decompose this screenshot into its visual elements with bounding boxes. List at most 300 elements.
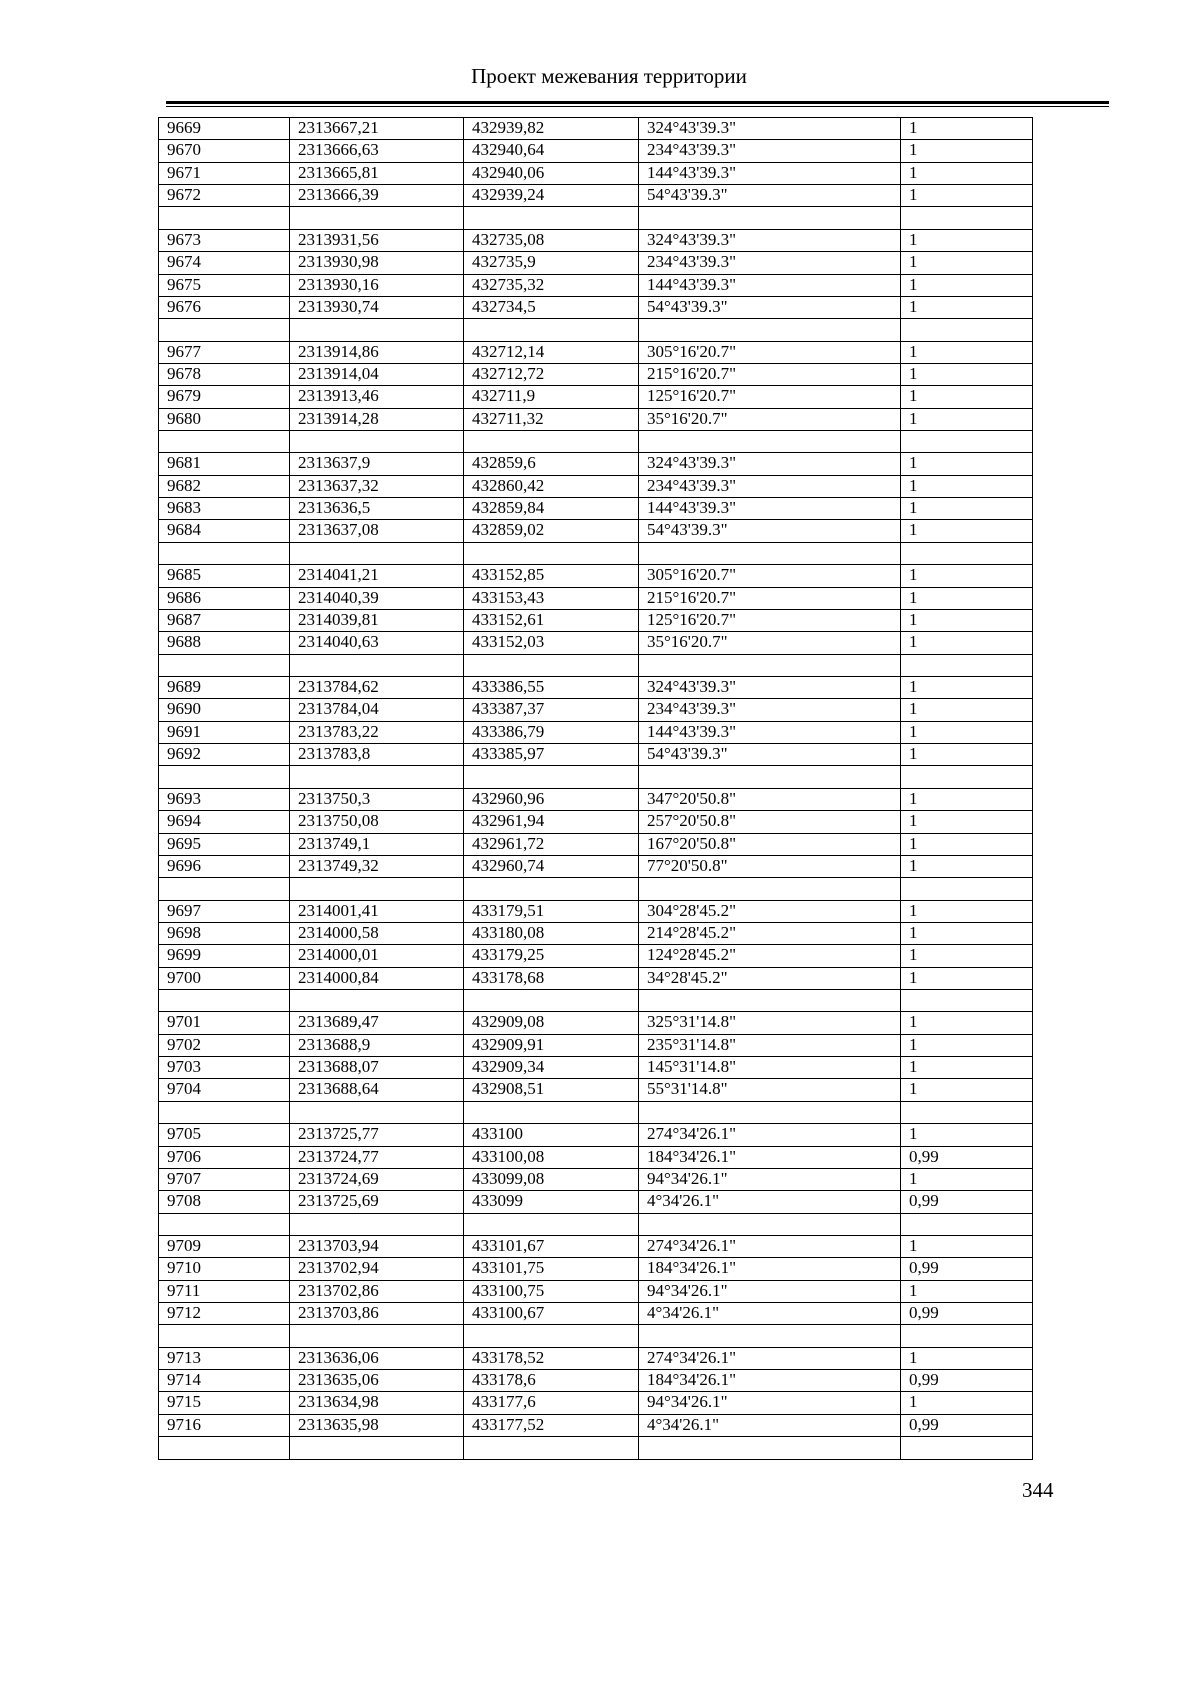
- bearing-cell: [639, 1213, 901, 1235]
- y-coordinate-cell: 433178,52: [464, 1347, 639, 1369]
- y-coordinate-cell: 432939,82: [464, 118, 639, 140]
- bearing-cell: 4°34'26.1": [639, 1191, 901, 1213]
- table-row: [159, 498, 1033, 520]
- table-row: [159, 140, 1033, 162]
- distance-cell: [901, 878, 1033, 900]
- x-coordinate-cell: [290, 654, 464, 676]
- separator-row: [159, 1213, 1033, 1235]
- header-rule-thick: [166, 101, 1109, 104]
- bearing-cell: 55°31'14.8": [639, 1079, 901, 1101]
- table-row: [159, 632, 1033, 654]
- point-number-cell: 9697: [159, 900, 290, 922]
- point-number-cell: 9713: [159, 1347, 290, 1369]
- x-coordinate-cell: 2313665,81: [290, 162, 464, 184]
- separator-row: [159, 1101, 1033, 1123]
- page-header-title: Проект межевания территории: [471, 64, 747, 88]
- y-coordinate-cell: 433180,08: [464, 922, 639, 944]
- coordinates-table-body: [159, 118, 1033, 1460]
- y-coordinate-cell: 433152,03: [464, 632, 639, 654]
- point-number-cell: 9714: [159, 1370, 290, 1392]
- distance-cell: 0,99: [901, 1191, 1033, 1213]
- point-number-cell: 9702: [159, 1034, 290, 1056]
- point-number-cell: [159, 431, 290, 453]
- y-coordinate-cell: 433100,75: [464, 1280, 639, 1302]
- point-number-cell: 9692: [159, 744, 290, 766]
- point-number-cell: [159, 1213, 290, 1235]
- distance-cell: [901, 1437, 1033, 1459]
- point-number-cell: 9682: [159, 475, 290, 497]
- y-coordinate-cell: 432909,91: [464, 1034, 639, 1056]
- table-row: [159, 162, 1033, 184]
- x-coordinate-cell: 2313914,04: [290, 363, 464, 385]
- y-coordinate-cell: [464, 1437, 639, 1459]
- x-coordinate-cell: 2313913,46: [290, 386, 464, 408]
- table-row: [159, 185, 1033, 207]
- table-row: [159, 363, 1033, 385]
- point-number-cell: 9712: [159, 1303, 290, 1325]
- bearing-cell: 234°43'39.3": [639, 252, 901, 274]
- distance-cell: 1: [901, 788, 1033, 810]
- bearing-cell: [639, 542, 901, 564]
- header-rule-thin: [166, 106, 1109, 107]
- table-row: [159, 274, 1033, 296]
- distance-cell: 1: [901, 1124, 1033, 1146]
- x-coordinate-cell: 2313724,69: [290, 1168, 464, 1190]
- point-number-cell: 9691: [159, 721, 290, 743]
- x-coordinate-cell: [290, 1101, 464, 1123]
- bearing-cell: 4°34'26.1": [639, 1414, 901, 1436]
- point-number-cell: 9685: [159, 565, 290, 587]
- table-row: [159, 341, 1033, 363]
- y-coordinate-cell: [464, 766, 639, 788]
- table-row: [159, 587, 1033, 609]
- x-coordinate-cell: [290, 431, 464, 453]
- page-number: 344: [1022, 1478, 1054, 1502]
- separator-row: [159, 542, 1033, 564]
- distance-cell: [901, 1101, 1033, 1123]
- y-coordinate-cell: 432940,64: [464, 140, 639, 162]
- x-coordinate-cell: 2313636,06: [290, 1347, 464, 1369]
- y-coordinate-cell: [464, 319, 639, 341]
- x-coordinate-cell: 2313636,5: [290, 498, 464, 520]
- point-number-cell: 9704: [159, 1079, 290, 1101]
- x-coordinate-cell: 2313635,06: [290, 1370, 464, 1392]
- distance-cell: 1: [901, 632, 1033, 654]
- point-number-cell: 9672: [159, 185, 290, 207]
- x-coordinate-cell: 2314041,21: [290, 565, 464, 587]
- x-coordinate-cell: 2314000,58: [290, 922, 464, 944]
- bearing-cell: 145°31'14.8": [639, 1057, 901, 1079]
- distance-cell: 1: [901, 609, 1033, 631]
- y-coordinate-cell: 432961,72: [464, 833, 639, 855]
- y-coordinate-cell: 433100,08: [464, 1146, 639, 1168]
- bearing-cell: 144°43'39.3": [639, 274, 901, 296]
- distance-cell: 1: [901, 229, 1033, 251]
- x-coordinate-cell: 2313784,04: [290, 699, 464, 721]
- point-number-cell: 9686: [159, 587, 290, 609]
- distance-cell: 1: [901, 498, 1033, 520]
- y-coordinate-cell: [464, 878, 639, 900]
- y-coordinate-cell: 433386,79: [464, 721, 639, 743]
- point-number-cell: 9689: [159, 676, 290, 698]
- table-row: [159, 475, 1033, 497]
- point-number-cell: [159, 542, 290, 564]
- y-coordinate-cell: 432908,51: [464, 1079, 639, 1101]
- bearing-cell: [639, 1437, 901, 1459]
- point-number-cell: 9669: [159, 118, 290, 140]
- point-number-cell: 9701: [159, 1012, 290, 1034]
- x-coordinate-cell: 2313749,1: [290, 833, 464, 855]
- table-row: [159, 699, 1033, 721]
- distance-cell: 1: [901, 520, 1033, 542]
- distance-cell: 1: [901, 408, 1033, 430]
- separator-row: [159, 654, 1033, 676]
- distance-cell: 1: [901, 252, 1033, 274]
- x-coordinate-cell: 2313634,98: [290, 1392, 464, 1414]
- distance-cell: 1: [901, 1034, 1033, 1056]
- x-coordinate-cell: [290, 1325, 464, 1347]
- bearing-cell: 94°34'26.1": [639, 1392, 901, 1414]
- separator-row: [159, 766, 1033, 788]
- point-number-cell: 9693: [159, 788, 290, 810]
- point-number-cell: 9673: [159, 229, 290, 251]
- point-number-cell: 9677: [159, 341, 290, 363]
- x-coordinate-cell: 2313637,9: [290, 453, 464, 475]
- table-row: [159, 945, 1033, 967]
- y-coordinate-cell: 433100,67: [464, 1303, 639, 1325]
- y-coordinate-cell: 433178,68: [464, 967, 639, 989]
- distance-cell: 0,99: [901, 1146, 1033, 1168]
- x-coordinate-cell: [290, 1437, 464, 1459]
- distance-cell: 0,99: [901, 1370, 1033, 1392]
- table-row: [159, 520, 1033, 542]
- distance-cell: 1: [901, 386, 1033, 408]
- point-number-cell: 9674: [159, 252, 290, 274]
- point-number-cell: 9700: [159, 967, 290, 989]
- point-number-cell: 9716: [159, 1414, 290, 1436]
- bearing-cell: 234°43'39.3": [639, 475, 901, 497]
- x-coordinate-cell: 2313703,86: [290, 1303, 464, 1325]
- y-coordinate-cell: 432734,5: [464, 296, 639, 318]
- distance-cell: 1: [901, 453, 1033, 475]
- y-coordinate-cell: 433385,97: [464, 744, 639, 766]
- bearing-cell: 125°16'20.7": [639, 609, 901, 631]
- distance-cell: 1: [901, 296, 1033, 318]
- y-coordinate-cell: [464, 431, 639, 453]
- point-number-cell: 9690: [159, 699, 290, 721]
- table-row: [159, 744, 1033, 766]
- x-coordinate-cell: 2313637,08: [290, 520, 464, 542]
- point-number-cell: [159, 207, 290, 229]
- bearing-cell: 214°28'45.2": [639, 922, 901, 944]
- y-coordinate-cell: [464, 1325, 639, 1347]
- y-coordinate-cell: 433179,25: [464, 945, 639, 967]
- bearing-cell: [639, 878, 901, 900]
- x-coordinate-cell: 2313637,32: [290, 475, 464, 497]
- table-row: [159, 1280, 1033, 1302]
- separator-row: [159, 207, 1033, 229]
- x-coordinate-cell: 2314040,39: [290, 587, 464, 609]
- bearing-cell: 184°34'26.1": [639, 1258, 901, 1280]
- point-number-cell: 9679: [159, 386, 290, 408]
- table-row: [159, 1124, 1033, 1146]
- bearing-cell: 324°43'39.3": [639, 676, 901, 698]
- distance-cell: 1: [901, 833, 1033, 855]
- distance-cell: 1: [901, 118, 1033, 140]
- table-row: [159, 386, 1033, 408]
- point-number-cell: 9698: [159, 922, 290, 944]
- point-number-cell: 9703: [159, 1057, 290, 1079]
- y-coordinate-cell: [464, 1101, 639, 1123]
- point-number-cell: [159, 1325, 290, 1347]
- table-row: [159, 229, 1033, 251]
- bearing-cell: 305°16'20.7": [639, 341, 901, 363]
- separator-row: [159, 878, 1033, 900]
- distance-cell: [901, 766, 1033, 788]
- bearing-cell: 167°20'50.8": [639, 833, 901, 855]
- table-row: [159, 922, 1033, 944]
- point-number-cell: 9675: [159, 274, 290, 296]
- y-coordinate-cell: 433152,85: [464, 565, 639, 587]
- y-coordinate-cell: 433387,37: [464, 699, 639, 721]
- distance-cell: 1: [901, 676, 1033, 698]
- table-row: [159, 811, 1033, 833]
- distance-cell: 1: [901, 699, 1033, 721]
- y-coordinate-cell: 432860,42: [464, 475, 639, 497]
- point-number-cell: 9696: [159, 855, 290, 877]
- y-coordinate-cell: 432735,9: [464, 252, 639, 274]
- distance-cell: 1: [901, 162, 1033, 184]
- y-coordinate-cell: 432711,32: [464, 408, 639, 430]
- point-number-cell: 9710: [159, 1258, 290, 1280]
- table-row: [159, 1168, 1033, 1190]
- bearing-cell: 274°34'26.1": [639, 1347, 901, 1369]
- y-coordinate-cell: 432712,14: [464, 341, 639, 363]
- y-coordinate-cell: 432909,34: [464, 1057, 639, 1079]
- y-coordinate-cell: [464, 654, 639, 676]
- x-coordinate-cell: 2313750,08: [290, 811, 464, 833]
- y-coordinate-cell: 433100: [464, 1124, 639, 1146]
- bearing-cell: 215°16'20.7": [639, 363, 901, 385]
- point-number-cell: 9708: [159, 1191, 290, 1213]
- separator-row: [159, 431, 1033, 453]
- x-coordinate-cell: [290, 766, 464, 788]
- table-row: [159, 967, 1033, 989]
- distance-cell: 1: [901, 721, 1033, 743]
- y-coordinate-cell: 432940,06: [464, 162, 639, 184]
- bearing-cell: 54°43'39.3": [639, 744, 901, 766]
- x-coordinate-cell: 2313702,94: [290, 1258, 464, 1280]
- table-row: [159, 118, 1033, 140]
- x-coordinate-cell: [290, 319, 464, 341]
- distance-cell: 1: [901, 1347, 1033, 1369]
- y-coordinate-cell: 432712,72: [464, 363, 639, 385]
- point-number-cell: 9711: [159, 1280, 290, 1302]
- bearing-cell: 324°43'39.3": [639, 453, 901, 475]
- bearing-cell: 324°43'39.3": [639, 118, 901, 140]
- distance-cell: 1: [901, 811, 1033, 833]
- table-row: [159, 1258, 1033, 1280]
- x-coordinate-cell: 2313688,07: [290, 1057, 464, 1079]
- point-number-cell: [159, 766, 290, 788]
- distance-cell: 1: [901, 185, 1033, 207]
- distance-cell: 1: [901, 363, 1033, 385]
- y-coordinate-cell: 432939,24: [464, 185, 639, 207]
- point-number-cell: [159, 1437, 290, 1459]
- x-coordinate-cell: 2313931,56: [290, 229, 464, 251]
- y-coordinate-cell: 433153,43: [464, 587, 639, 609]
- bearing-cell: [639, 319, 901, 341]
- point-number-cell: [159, 878, 290, 900]
- table-row: [159, 1392, 1033, 1414]
- x-coordinate-cell: 2313702,86: [290, 1280, 464, 1302]
- point-number-cell: 9670: [159, 140, 290, 162]
- x-coordinate-cell: 2313914,86: [290, 341, 464, 363]
- point-number-cell: 9671: [159, 162, 290, 184]
- x-coordinate-cell: 2313914,28: [290, 408, 464, 430]
- bearing-cell: 77°20'50.8": [639, 855, 901, 877]
- x-coordinate-cell: 2313666,39: [290, 185, 464, 207]
- bearing-cell: 94°34'26.1": [639, 1280, 901, 1302]
- bearing-cell: 125°16'20.7": [639, 386, 901, 408]
- y-coordinate-cell: 432735,32: [464, 274, 639, 296]
- x-coordinate-cell: 2314000,84: [290, 967, 464, 989]
- x-coordinate-cell: 2313688,9: [290, 1034, 464, 1056]
- bearing-cell: 215°16'20.7": [639, 587, 901, 609]
- table-row: [159, 855, 1033, 877]
- table-row: [159, 1414, 1033, 1436]
- bearing-cell: 54°43'39.3": [639, 185, 901, 207]
- point-number-cell: 9681: [159, 453, 290, 475]
- x-coordinate-cell: 2313930,74: [290, 296, 464, 318]
- table-row: [159, 676, 1033, 698]
- distance-cell: 1: [901, 744, 1033, 766]
- bearing-cell: 274°34'26.1": [639, 1235, 901, 1257]
- y-coordinate-cell: [464, 1213, 639, 1235]
- x-coordinate-cell: 2314039,81: [290, 609, 464, 631]
- distance-cell: 1: [901, 1057, 1033, 1079]
- x-coordinate-cell: 2313784,62: [290, 676, 464, 698]
- table-row: [159, 1303, 1033, 1325]
- distance-cell: 1: [901, 587, 1033, 609]
- x-coordinate-cell: 2314000,01: [290, 945, 464, 967]
- bearing-cell: 144°43'39.3": [639, 498, 901, 520]
- point-number-cell: 9683: [159, 498, 290, 520]
- table-row: [159, 609, 1033, 631]
- bearing-cell: 54°43'39.3": [639, 520, 901, 542]
- x-coordinate-cell: 2313724,77: [290, 1146, 464, 1168]
- y-coordinate-cell: 433386,55: [464, 676, 639, 698]
- x-coordinate-cell: 2313666,63: [290, 140, 464, 162]
- table-row: [159, 1146, 1033, 1168]
- y-coordinate-cell: 432859,84: [464, 498, 639, 520]
- point-number-cell: 9705: [159, 1124, 290, 1146]
- table-row: [159, 1191, 1033, 1213]
- y-coordinate-cell: 433179,51: [464, 900, 639, 922]
- bearing-cell: 34°28'45.2": [639, 967, 901, 989]
- table-row: [159, 1057, 1033, 1079]
- bearing-cell: 274°34'26.1": [639, 1124, 901, 1146]
- bearing-cell: 184°34'26.1": [639, 1370, 901, 1392]
- table-row: [159, 900, 1033, 922]
- point-number-cell: [159, 654, 290, 676]
- distance-cell: 1: [901, 922, 1033, 944]
- x-coordinate-cell: 2313688,64: [290, 1079, 464, 1101]
- x-coordinate-cell: 2313930,98: [290, 252, 464, 274]
- y-coordinate-cell: 432859,02: [464, 520, 639, 542]
- bearing-cell: 35°16'20.7": [639, 408, 901, 430]
- bearing-cell: 234°43'39.3": [639, 699, 901, 721]
- point-number-cell: 9688: [159, 632, 290, 654]
- y-coordinate-cell: 432711,9: [464, 386, 639, 408]
- x-coordinate-cell: 2314001,41: [290, 900, 464, 922]
- x-coordinate-cell: 2313667,21: [290, 118, 464, 140]
- distance-cell: 0,99: [901, 1258, 1033, 1280]
- bearing-cell: 4°34'26.1": [639, 1303, 901, 1325]
- x-coordinate-cell: [290, 878, 464, 900]
- distance-cell: [901, 1325, 1033, 1347]
- distance-cell: [901, 319, 1033, 341]
- distance-cell: 0,99: [901, 1414, 1033, 1436]
- distance-cell: [901, 1213, 1033, 1235]
- y-coordinate-cell: 433099,08: [464, 1168, 639, 1190]
- distance-cell: 0,99: [901, 1303, 1033, 1325]
- bearing-cell: [639, 654, 901, 676]
- y-coordinate-cell: 432961,94: [464, 811, 639, 833]
- bearing-cell: 305°16'20.7": [639, 565, 901, 587]
- x-coordinate-cell: [290, 542, 464, 564]
- point-number-cell: 9684: [159, 520, 290, 542]
- bearing-cell: 235°31'14.8": [639, 1034, 901, 1056]
- distance-cell: 1: [901, 1280, 1033, 1302]
- distance-cell: 1: [901, 341, 1033, 363]
- x-coordinate-cell: 2313689,47: [290, 1012, 464, 1034]
- x-coordinate-cell: 2313749,32: [290, 855, 464, 877]
- bearing-cell: [639, 1325, 901, 1347]
- point-number-cell: 9707: [159, 1168, 290, 1190]
- y-coordinate-cell: 433177,6: [464, 1392, 639, 1414]
- bearing-cell: [639, 990, 901, 1012]
- y-coordinate-cell: [464, 990, 639, 1012]
- y-coordinate-cell: 433178,6: [464, 1370, 639, 1392]
- table-row: [159, 721, 1033, 743]
- distance-cell: 1: [901, 475, 1033, 497]
- point-number-cell: 9678: [159, 363, 290, 385]
- x-coordinate-cell: 2314040,63: [290, 632, 464, 654]
- x-coordinate-cell: [290, 1213, 464, 1235]
- distance-cell: 1: [901, 1079, 1033, 1101]
- distance-cell: 1: [901, 855, 1033, 877]
- distance-cell: [901, 207, 1033, 229]
- x-coordinate-cell: 2313725,69: [290, 1191, 464, 1213]
- point-number-cell: 9715: [159, 1392, 290, 1414]
- x-coordinate-cell: [290, 990, 464, 1012]
- bearing-cell: 257°20'50.8": [639, 811, 901, 833]
- table-row: [159, 296, 1033, 318]
- point-number-cell: 9709: [159, 1235, 290, 1257]
- table-row: [159, 788, 1033, 810]
- point-number-cell: 9699: [159, 945, 290, 967]
- y-coordinate-cell: 433099: [464, 1191, 639, 1213]
- x-coordinate-cell: 2313725,77: [290, 1124, 464, 1146]
- table-row: [159, 453, 1033, 475]
- table-row: [159, 1034, 1033, 1056]
- x-coordinate-cell: 2313635,98: [290, 1414, 464, 1436]
- bearing-cell: 54°43'39.3": [639, 296, 901, 318]
- y-coordinate-cell: 433177,52: [464, 1414, 639, 1436]
- y-coordinate-cell: 432960,96: [464, 788, 639, 810]
- table-row: [159, 1079, 1033, 1101]
